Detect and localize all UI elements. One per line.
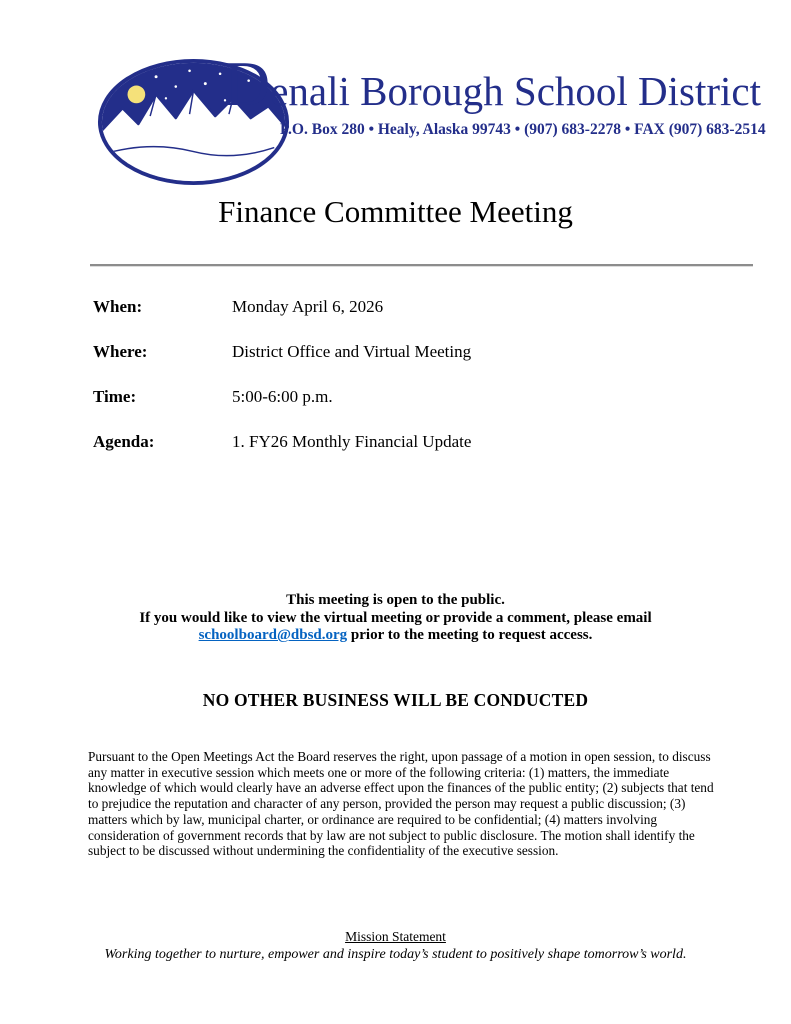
detail-label-time: Time: — [93, 387, 137, 406]
email-link[interactable]: schoolboard@dbsd.org — [198, 627, 348, 644]
meeting-details — [93, 297, 731, 477]
public-notice-line2: If you would like to view the virtual meeting or provide a comment, please email — [139, 609, 652, 626]
detail-value-agenda: 1. FY26 Monthly Financial Update — [232, 432, 472, 451]
public-notice — [0, 592, 791, 645]
page-title: Finance Committee Meeting — [218, 194, 573, 229]
mission-statement-text: Working together to nurture, empower and inspire today’s student to positively shape tomorrow’s world. — [104, 947, 687, 962]
detail-value-where: District Office and Virtual Meeting — [232, 342, 472, 361]
public-notice-line3-text: prior to the meeting to request access. — [350, 627, 593, 644]
detail-row-when — [93, 297, 731, 317]
detail-row-where — [93, 342, 731, 362]
detail-label-agenda: Agenda: — [93, 432, 155, 451]
no-other-business-heading: NO OTHER BUSINESS WILL BE CONDUCTED — [202, 690, 589, 710]
mission-statement-heading: Mission Statement — [345, 929, 446, 944]
district-name — [224, 48, 762, 119]
contact-line: P.O. Box 280 • Healy, Alaska 99743 • (907) 683-2278 • FAX (907) 683-2514 — [280, 121, 766, 138]
detail-value-when: Monday April 6, 2026 — [232, 297, 384, 316]
horizontal-divider — [90, 264, 753, 266]
detail-label-when: When: — [93, 297, 143, 316]
detail-row-time — [93, 387, 731, 407]
detail-value-time: 5:00-6:00 p.m. — [232, 387, 333, 406]
public-notice-line1: This meeting is open to the public. — [286, 592, 505, 608]
open-meetings-act-paragraph: Pursuant to the Open Meetings Act the Board reserves the right, upon passage of a motion in open session, to discuss any matter in executive session which meets one or more of the following criteria: (1) matters, the immediate knowledge of which would clearly have an adverse effect upon the finances of the public entity; (2) subjects that tend to prejudice the reputation and character of any person, provided the person may request a public discussion; (3) matters which by law, municipal charter, or ordinance are required to be confidential; (4) matters involving consideration of government records that by law are not subject to public disclosure. The motion shall identify the subject to be discussed without undermining the confidentiality of the executive session. — [88, 749, 714, 859]
detail-label-where: Where: — [93, 342, 148, 361]
district-name-initial: D — [224, 48, 271, 119]
mission-statement — [0, 929, 791, 963]
detail-row-agenda — [93, 432, 731, 452]
public-notice-line3 — [0, 627, 791, 645]
district-name-rest: enali Borough School District — [270, 68, 762, 114]
